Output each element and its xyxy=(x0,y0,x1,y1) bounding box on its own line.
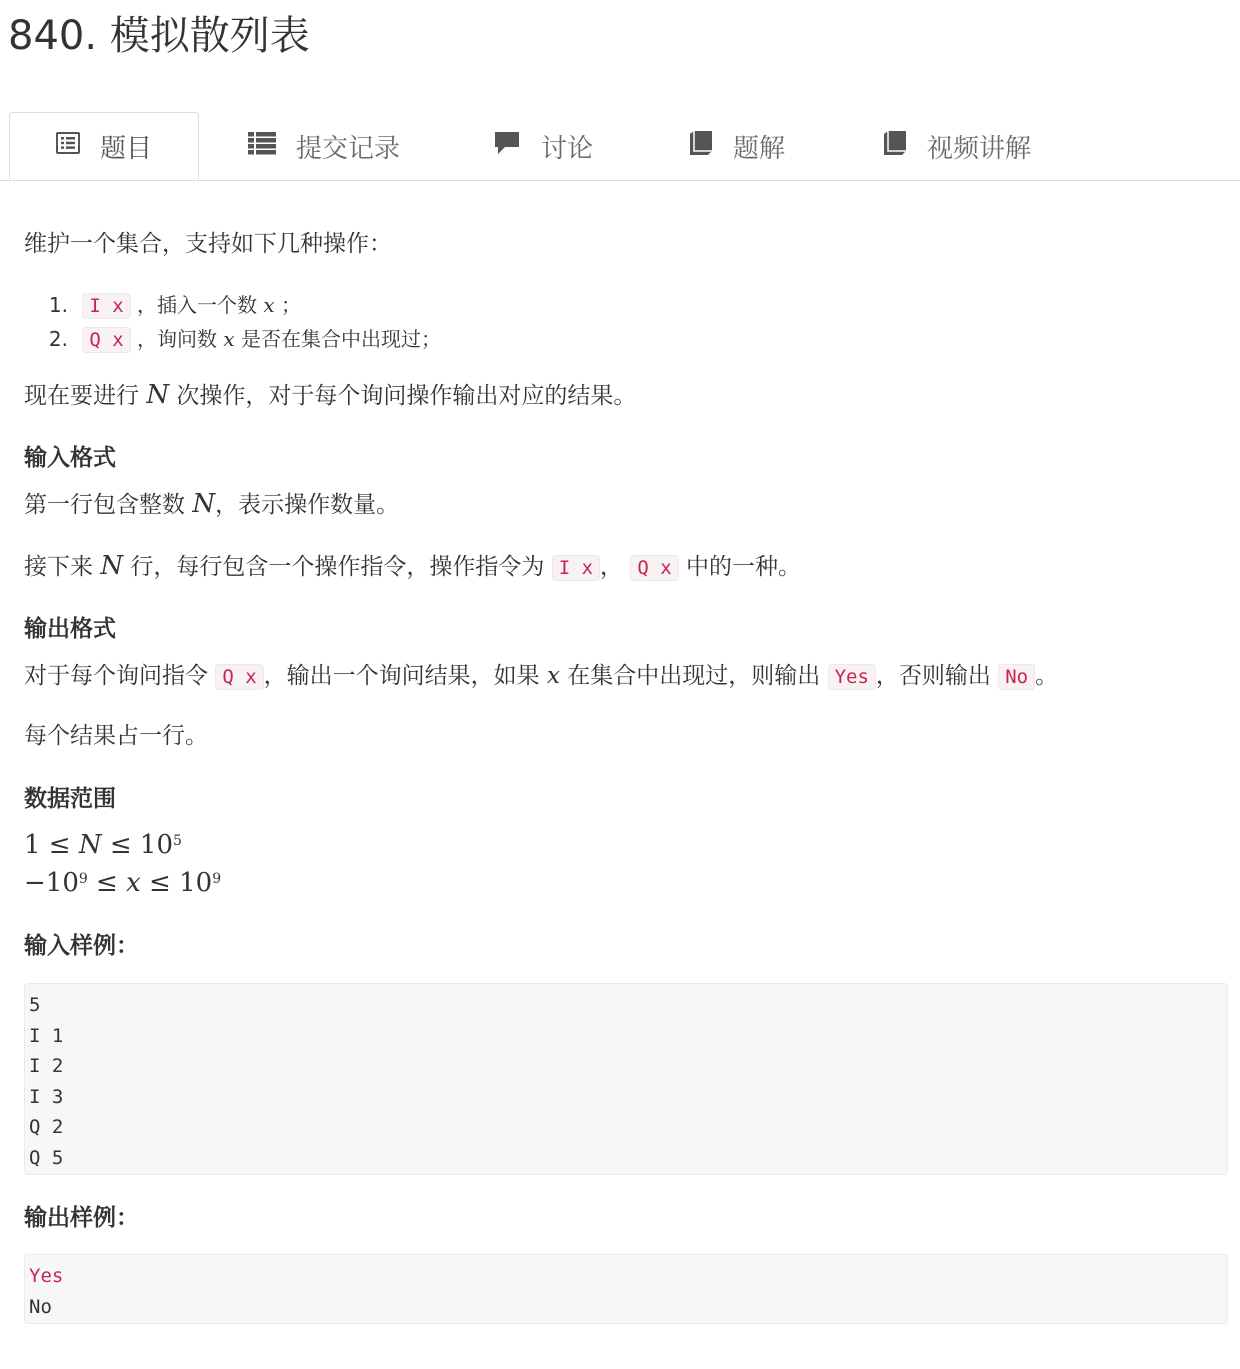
list-alt-icon xyxy=(56,131,80,161)
tab-bar xyxy=(0,112,1240,181)
inline-code: Yes xyxy=(828,664,876,690)
tab-label: 题解 xyxy=(733,133,786,164)
tab-problem[interactable] xyxy=(9,112,199,180)
input-format-line2: 接下来 N 行，每行包含一个操作指令，操作指令为 I x ， Q x 中的一种。 xyxy=(24,551,801,581)
input-format-heading: 输入格式 xyxy=(24,445,116,471)
tab-discussion[interactable] xyxy=(493,112,593,180)
inline-code: Q x xyxy=(82,327,130,353)
book-icon xyxy=(689,130,713,163)
sample-input-heading: 输入样例： xyxy=(24,933,139,959)
inline-code: No xyxy=(998,664,1035,690)
output-format-line2: 每个结果占一行。 xyxy=(24,723,208,749)
tab-label: 提交记录 xyxy=(296,133,401,164)
inline-code: I x xyxy=(552,555,600,581)
math-var: N xyxy=(100,551,124,581)
range-line1: $1 \le N \le 10^5$ xyxy=(24,830,182,860)
math-var: x xyxy=(223,327,235,351)
output-format-heading: 输出格式 xyxy=(24,616,116,642)
sample-input-block[interactable]: 5 I 1 I 2 I 3 Q 2 Q 5 xyxy=(24,983,1228,1175)
operation-list xyxy=(24,288,441,356)
math-var: x xyxy=(263,293,275,317)
description-intro: 维护一个集合，支持如下几种操作： xyxy=(24,231,392,257)
sample-output-heading: 输出样例： xyxy=(24,1205,139,1231)
tab-submissions[interactable] xyxy=(248,112,400,180)
book-icon xyxy=(883,130,907,163)
tab-label: 视频讲解 xyxy=(927,133,1032,164)
tab-label: 讨论 xyxy=(541,133,594,164)
inline-code: Q x xyxy=(630,555,678,581)
page-title: 840. 模拟散列表 xyxy=(8,13,310,59)
description-task: 现在要进行 N 次操作，对于每个询问操作输出对应的结果。 xyxy=(24,380,637,410)
list-item: 1. I x ，插入一个数 x ； xyxy=(48,293,302,317)
math-var: N xyxy=(192,489,216,519)
output-format-line1: 对于每个询问指令 Q x ，输出一个询问结果，如果 x 在集合中出现过，则输出 Yes ，否则输出 No 。 xyxy=(24,663,1059,689)
math-var: N xyxy=(146,380,170,410)
sample-output-block[interactable]: Yes No xyxy=(24,1254,1228,1324)
tab-video[interactable] xyxy=(883,112,1031,180)
inline-code: I x xyxy=(82,293,130,319)
math-var: x xyxy=(546,663,560,689)
comment-icon xyxy=(493,130,521,163)
tab-solutions[interactable] xyxy=(689,112,785,180)
inline-code: Q x xyxy=(215,664,263,690)
list-icon xyxy=(248,131,276,162)
input-format-line1: 第一行包含整数 N，表示操作数量。 xyxy=(24,489,400,519)
range-heading: 数据范围 xyxy=(24,786,116,812)
range-line2: $-10^9 \le x \le 10^9$ xyxy=(24,868,222,898)
tab-label: 题目 xyxy=(99,133,152,164)
list-item: 2. Q x ，询问数 x 是否在集合中出现过； xyxy=(48,327,442,351)
